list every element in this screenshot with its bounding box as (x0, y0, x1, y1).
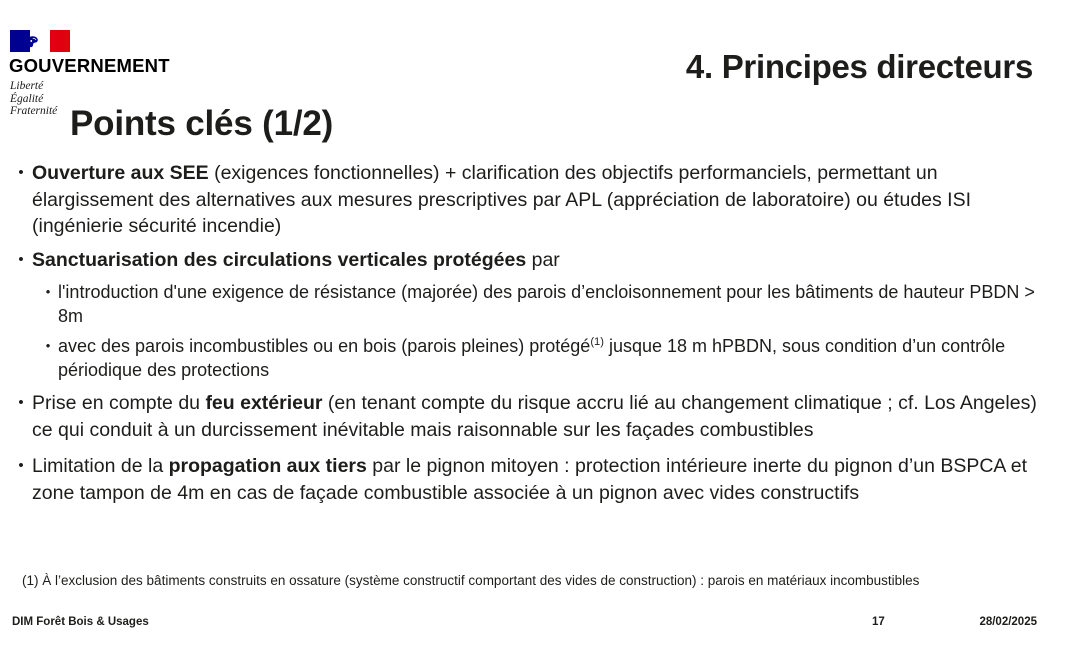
flag-white-band (30, 30, 50, 52)
footnote: (1) À l’exclusion des bâtiments construits en ossature (système constructif comportant des vides de construction) : parois en matériaux incombustibles (22, 573, 920, 588)
footer-divider (0, 604, 1065, 605)
motto-egalite: Égalité (10, 92, 44, 105)
bullet-sanctuarisation (10, 247, 1055, 274)
footer-date: 28/02/2025 (979, 616, 1037, 628)
bullet-ouverture-see (10, 160, 1055, 240)
bullet-lead: feu extérieur (205, 392, 323, 414)
sub-bullet-introduction-exigence (38, 280, 1055, 328)
bullet-rest: (exigences fonctionnelles) + clarification des objectifs performanciels, permettant un élargissement des alternatives aux mesures prescriptives par APL (appréciation de laboratoire) ou études ISI (ingénierie sécurité incendie) (32, 162, 972, 237)
slide-body (10, 160, 1055, 513)
bullet-pre: Limitation de la (32, 455, 169, 477)
page-title: Points clés (1/2) (70, 104, 334, 143)
bullet-feu-exterieur (10, 390, 1055, 443)
footnote-ref-1: (1) (590, 336, 604, 348)
bullet-marker: • (18, 457, 24, 474)
sub-bullet-text: l'introduction d'une exigence de résistance (majorée) des parois d’encloisonnement pour les bâtiments de hauteur PBDN > 8m (58, 282, 1035, 326)
bullet-lead: Ouverture aux SEE (32, 162, 209, 184)
bullet-marker: • (18, 394, 24, 411)
gouvernement-wordmark: GOUVERNEMENT (9, 55, 170, 76)
flag-red-band (50, 30, 70, 52)
bullet-rest: par (526, 248, 560, 271)
sub-bullet-text-after-footnote: jusque 18 m hPBDN, sous condition d’un contrôle périodique des protections (58, 336, 1006, 380)
bullet-marker: • (18, 164, 24, 181)
motto-fraternite: Fraternité (10, 105, 58, 118)
footer-page-number: 17 (872, 616, 885, 628)
sub-bullet-parois-incombustibles (38, 334, 1055, 382)
sub-bullet-marker: • (45, 338, 51, 353)
french-republic-marianne-logo (10, 30, 70, 52)
bullet-lead: propagation aux tiers (168, 455, 367, 477)
sub-bullet-list (38, 280, 1055, 382)
section-title: 4. Principes directeurs (685, 48, 1033, 85)
bullet-lead: Sanctuarisation des circulations verticales protégées (32, 248, 527, 271)
bullet-rest: (en tenant compte du risque accru lié au changement climatique ; cf. Los Angeles) ce qui conduit à un durcissement inévitable mais raisonnable sur les façades combustibles (32, 392, 1037, 441)
bullet-rest: par le pignon mitoyen : protection intérieure inerte du pignon d’un BSPCA et zone tampon de 4m en cas de façade combustible associée à un pignon avec vides constructifs (32, 455, 1028, 504)
bullet-text (32, 247, 1055, 274)
bullet-text (32, 160, 1055, 240)
motto-liberte: Liberté (10, 80, 44, 92)
sub-bullet-marker: • (45, 284, 51, 299)
bullet-text (32, 453, 1055, 506)
sub-bullet-text-before-footnote: avec des parois incombustibles ou en bois (parois pleines) protégé (58, 336, 591, 356)
bullet-propagation-tiers (10, 453, 1055, 506)
sub-bullet-text (58, 334, 1055, 382)
bullet-text (32, 390, 1055, 443)
footer-label: DIM Forêt Bois & Usages (12, 616, 149, 628)
bullet-pre: Prise en compte du (32, 392, 206, 414)
marianne-profile-icon (23, 33, 41, 49)
bullet-marker: • (18, 250, 24, 268)
